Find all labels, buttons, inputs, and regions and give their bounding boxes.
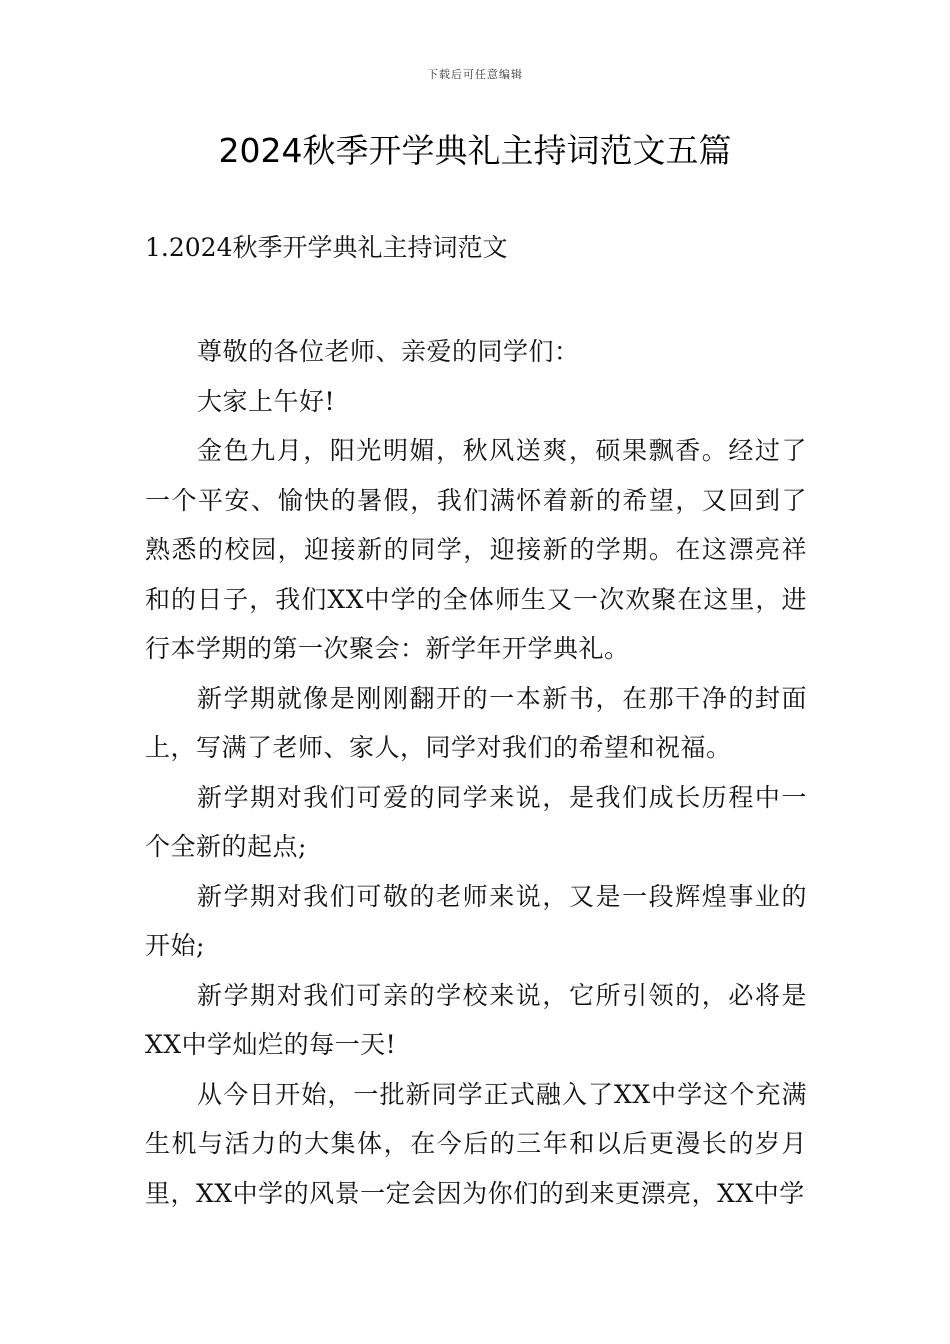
body-paragraph: 从今日开始，一批新同学正式融入了XX中学这个充满生机与活力的大集体，在今后的三年和以后更漫长的岁月里，XX中学的风景一定会因为你们的到来更漂亮，XX中学 — [145, 1079, 807, 1208]
salutation-paragraph: 尊敬的各位老师、亲爱的同学们： — [197, 337, 580, 366]
body-paragraph: 新学期就像是刚刚翻开的一本新书，在那干净的封面上，写满了老师、家人，同学对我们的希望和祝福。 — [145, 683, 807, 762]
section-heading: 1.2024秋季开学典礼主持词范文 — [145, 233, 508, 262]
body-paragraph: 新学期对我们可亲的学校来说，它所引领的，必将是XX中学灿烂的每一天! — [145, 980, 807, 1059]
greeting-paragraph: 大家上午好! — [197, 386, 336, 416]
document-title: 2024秋季开学典礼主持词范文五篇 — [218, 131, 732, 170]
body-paragraph: 新学期对我们可敬的老师来说，又是一段辉煌事业的开始; — [145, 881, 807, 960]
body-paragraph: 新学期对我们可爱的同学来说，是我们成长历程中一个全新的起点; — [145, 782, 807, 861]
header-note: 下载后可任意编辑 — [427, 68, 523, 81]
body-paragraph: 金色九月，阳光明媚，秋风送爽，硕果飘香。经过了一个平安、愉快的暑假，我们满怀着新的希望，又回到了熟悉的校园，迎接新的同学，迎接新的学期。在这漂亮祥和的日子，我们XX中学的全体师生又一次欢聚在这里，进行本学期的第一次聚会：新学年开学典礼。 — [145, 436, 807, 663]
document-body — [145, 327, 807, 1218]
